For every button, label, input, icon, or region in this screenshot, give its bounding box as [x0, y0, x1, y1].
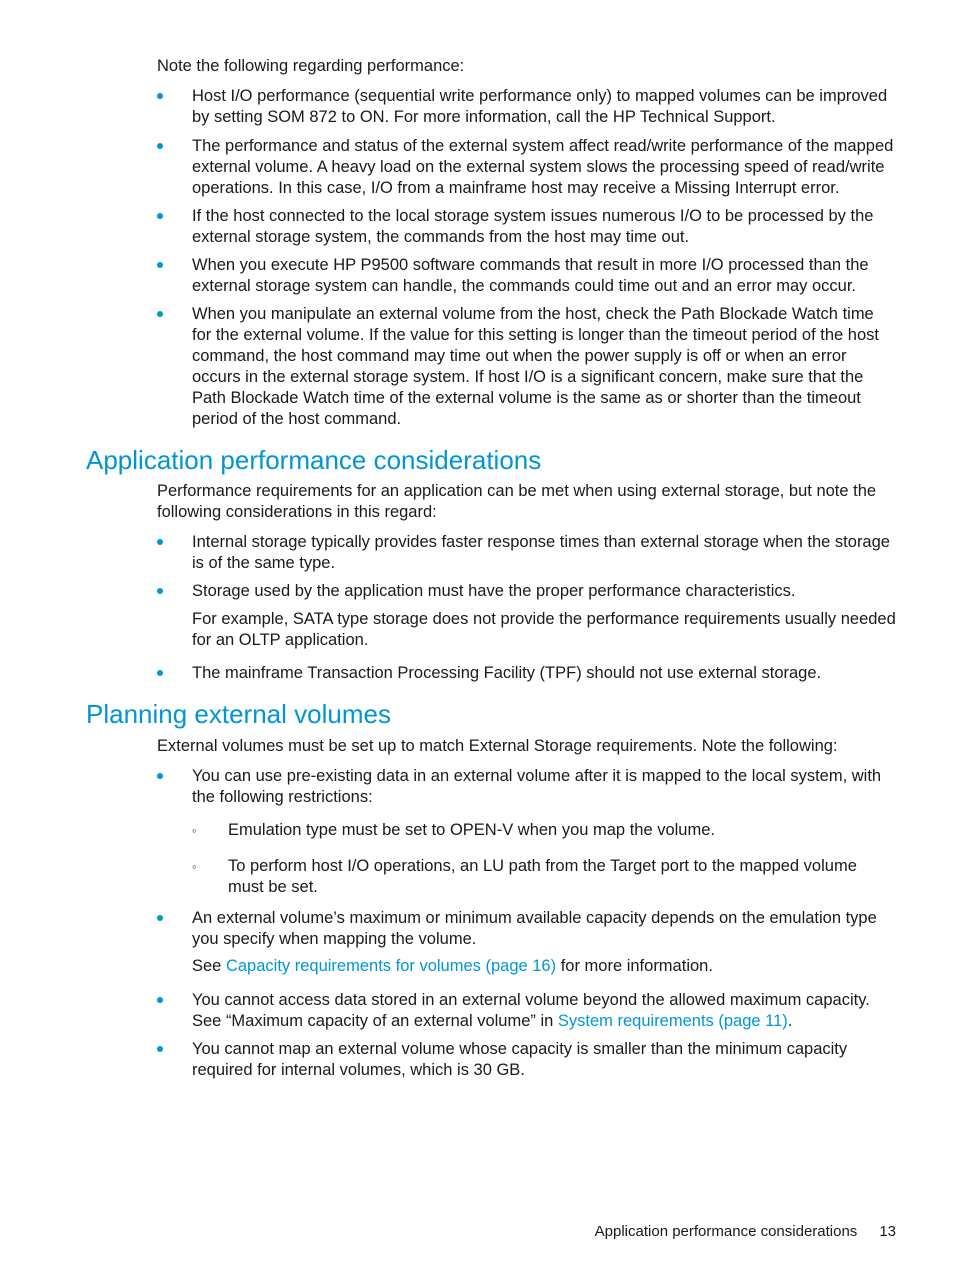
list-item-text: Host I/O performance (sequential write performance only) to mapped volumes can be improved by setting SOM 872 to ON. For more information, call the HP Technical Support.: [192, 87, 888, 126]
section-heading-application-performance: Application performance considerations: [86, 445, 542, 475]
list-item-text: Storage used by the application must have the proper performance characteristics.: [192, 582, 796, 600]
list-item-text: The mainframe Transaction Processing Facility (TPF) should not use external storage.: [192, 664, 822, 682]
bullet-icon: [157, 311, 163, 317]
list-item-text: You cannot map an external volume whose capacity is smaller than the minimum capacity required for internal volumes, which is 30 GB.: [192, 1040, 848, 1079]
circle-bullet-icon: ◦: [192, 823, 197, 838]
see-text: See: [192, 957, 226, 975]
list-item-text: You can use pre-existing data in an external volume after it is mapped to the local system, with the following restrictions:: [192, 767, 882, 806]
list-item-line: You cannot access data stored in an external volume beyond the allowed maximum capacity.: [192, 991, 870, 1009]
bullet-icon: [157, 773, 163, 779]
list-item-text: The performance and status of the external system affect read/write performance of the mapped external volume. A heavy load on the external system slows the processing speed of read/write operations. In this case, I/O from a mainframe host may receive a Missing Interrupt error.: [192, 137, 894, 197]
bullet-icon: [157, 143, 163, 149]
footer-title: Application performance considerations: [594, 1223, 858, 1240]
section-heading-planning-external-volumes: Planning external volumes: [86, 699, 391, 729]
see-text-after: .: [787, 1012, 793, 1030]
planning-intro: External volumes must be set up to match External Storage requirements. Note the following:: [157, 737, 838, 755]
system-requirements-link[interactable]: System requirements (page 11): [557, 1012, 788, 1030]
bullet-icon: [157, 213, 163, 219]
circle-bullet-icon: ◦: [192, 859, 197, 874]
list-item-text: When you manipulate an external volume from the host, check the Path Blockade Watch time for the external volume. If the value for this setting is longer than the timeout period of the host command, the host command may time out when the power supply is off or when an error occurs in the external storage system. If host I/O is a significant concern, make sure that the Path Blockade Watch time of the external volume is the same as or shorter than the timeout period of the host command.: [192, 305, 879, 428]
see-text-after: for more information.: [556, 957, 713, 975]
sub-list-item-text: To perform host I/O operations, an LU path from the Target port to the mapped volume must be set.: [228, 857, 857, 896]
bullet-icon: [157, 588, 163, 594]
bullet-icon: [157, 997, 163, 1003]
list-item-note: For example, SATA type storage does not provide the performance requirements usually needed for an OLTP application.: [192, 610, 896, 649]
list-item-text: If the host connected to the local storage system issues numerous I/O to be processed by the external storage system, the commands from the host may time out.: [192, 207, 874, 246]
bullet-icon: [157, 1046, 163, 1052]
list-item-note: [192, 956, 897, 977]
bullet-icon: [157, 670, 163, 676]
page-number: 13: [879, 1223, 896, 1240]
bullet-icon: [157, 915, 163, 921]
list-item-text: Internal storage typically provides faster response times than external storage when the storage is of the same type.: [192, 533, 890, 572]
application-performance-intro: Performance requirements for an application can be met when using external storage, but note the following considerations in this regard:: [157, 482, 877, 521]
bullet-icon: [157, 262, 163, 268]
capacity-requirements-link[interactable]: Capacity requirements for volumes (page 16): [225, 957, 557, 975]
list-item-text: When you execute HP P9500 software commands that result in more I/O processed than the external storage system can handle, the commands could time out and an error may occur.: [192, 256, 869, 295]
list-item-text: [192, 990, 897, 1032]
bullet-icon: [157, 93, 163, 99]
bullet-icon: [157, 539, 163, 545]
sub-list-item-text: Emulation type must be set to OPEN-V when you map the volume.: [228, 821, 715, 839]
list-item-text: An external volume’s maximum or minimum available capacity depends on the emulation type you specify when mapping the volume.: [192, 909, 877, 948]
page-footer: [595, 1222, 896, 1242]
see-text: See “Maximum capacity of an external volume” in: [192, 1012, 558, 1030]
performance-intro: Note the following regarding performance:: [157, 57, 465, 75]
